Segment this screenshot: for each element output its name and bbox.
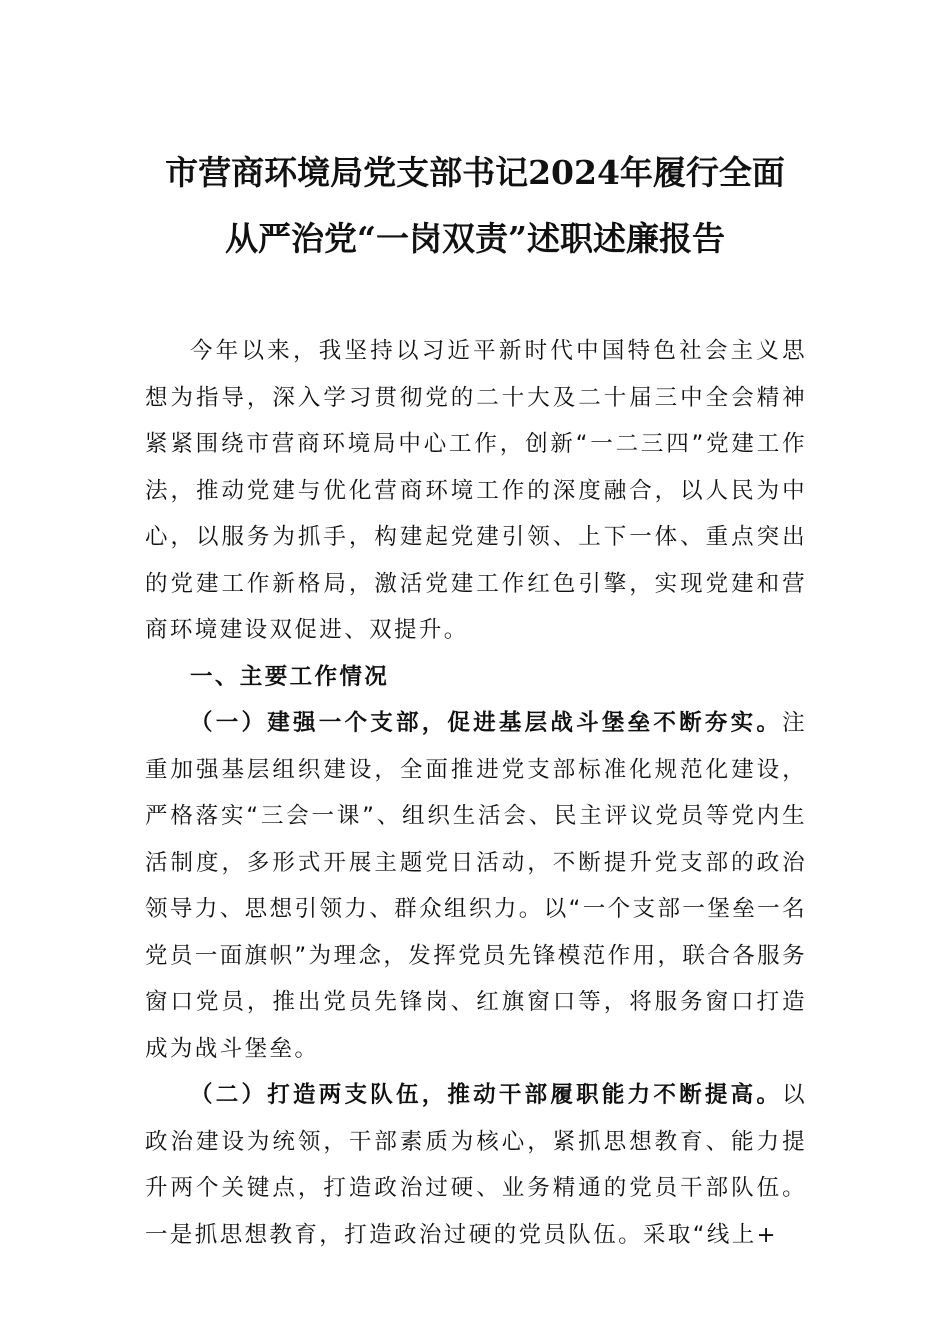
- item-2-body: 以政治建设为统领，干部素质为核心，紧抓思想教育、能力提升两个关键点，打造政治过硬、业务精通的党员干部队伍。一是抓思想教育，打造政治过硬的党员队伍。采取“线上+: [145, 1082, 807, 1248]
- intro-paragraph: 今年以来，我坚持以习近平新时代中国特色社会主义思想为指导，深入学习贯彻党的二十大及二十届三中全会精神紧紧围绕市营商环境局中心工作，创新“一二三四”党建工作法，推动党建与优化营商环境工作的深度融合，以人民为中心，以服务为抓手，构建起党建引领、上下一体、重点突出的党建工作新格局，激活党建工作红色引擎，实现党建和营商环境建设双促进、双提升。: [145, 338, 807, 643]
- title-line-2: 从严治党“一岗双责”述职述廉报告: [225, 219, 725, 258]
- document-title: [120, 140, 830, 272]
- section-heading-main-work: 一、主要工作情况: [190, 663, 390, 690]
- item-2-lead: （二）打造两支队伍，推动干部履职能力不断提高。: [190, 1082, 783, 1108]
- document-body: [145, 328, 807, 1258]
- item-1-body: 注重加强基层组织建设，全面推进党支部标准化规范化建设，严格落实“三会一课”、组织生活会、民主评议党员等党内生活制度，多形式开展主题党日活动，不断提升党支部的政治领导力、思想引领力、群众组织力。以“一个支部一堡垒一名党员一面旗帜”为理念，发挥党员先锋模范作用，联合各服务窗口党员，推出党员先锋岗、红旗窗口等，将服务窗口打造成为战斗堡垒。: [145, 710, 807, 1062]
- title-line-1: 市营商环境局党支部书记2024年履行全面: [165, 153, 785, 192]
- paragraph-item-2: [145, 1072, 807, 1258]
- item-1-lead: （一）建强一个支部，促进基层战斗堡垒不断夯实。: [190, 710, 783, 736]
- paragraph-item-1: [145, 700, 807, 1072]
